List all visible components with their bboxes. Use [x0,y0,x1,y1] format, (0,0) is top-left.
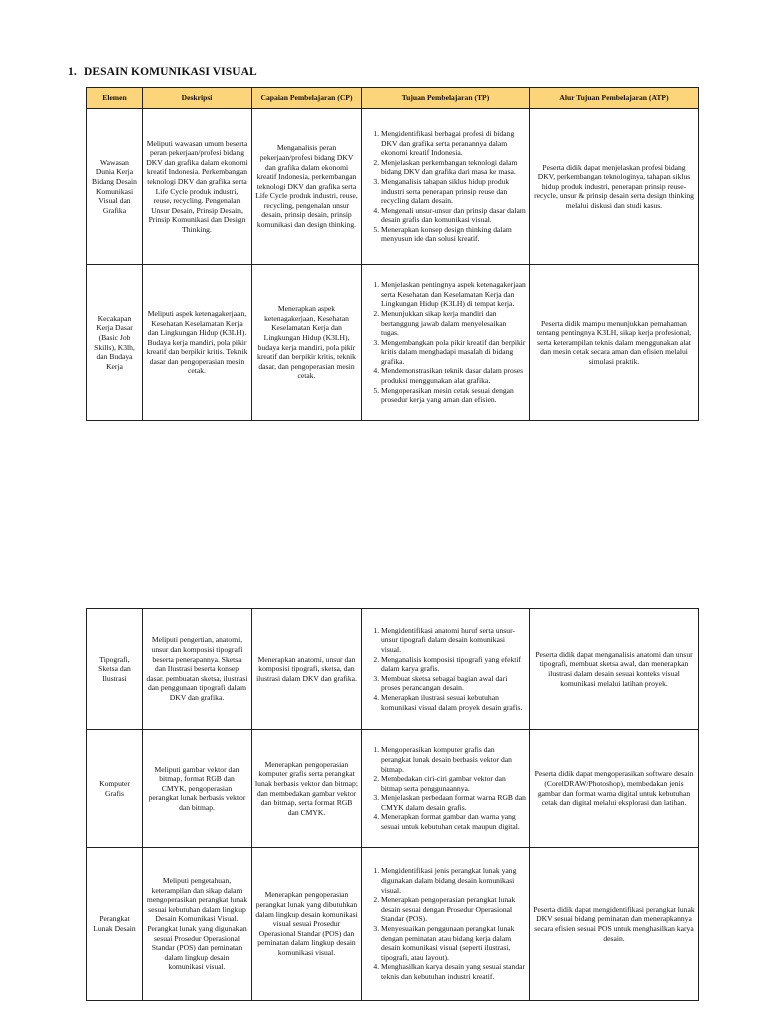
cell-cp: Menganalisis peran pekerjaan/profesi bidang DKV dan grafika dalam ekonomi kreatif Indonesia, perkembangan teknologi DKV dan grafika serta Life Cycle produk industri, reuse, recycling, pengenalan unsur desain, prinsip desain, prinsip komunikasi dan design thinking. [252,109,362,265]
cell-atp: Peserta didik dapat mengidentifikasi perangkat lunak DKV sesuai bidang peminatan dan menerapkannya secara efisien sesuai POS untuk menghasilkan karya desain. [530,848,699,1001]
curriculum-table-continued [86,608,699,1001]
cell-elemen: Wawasan Dunia Kerja Bidang Desain Komunikasi Visual dan Grafika [87,109,143,265]
tp-item: 1. Mengidentifikasi jenis perangkat lunak yang digunakan dalam bidang desain komunikasi visual. [381,866,526,895]
table-header-row [87,88,699,109]
tp-item: 4. Menghasilkan karya desain yang sesuai standar teknis dan kebutuhan industri kreatif. [381,962,526,981]
tp-item: 1. Mengoperasikan komputer grafis dan perangkat lunak desain berbasis vektor dan bitmap. [381,745,526,774]
cell-tp [362,730,530,848]
tp-item: 1. Mengidentifikasi anatomi huruf serta unsur-unsur tipografi dalam desain komunikasi visual. [381,626,526,655]
tp-item: 2. Menerapkan pengoperasian perangkat lunak desain sesuai dengan Prosedur Operasional Standar (POS). [381,895,526,924]
curriculum-table-top [86,87,699,421]
tp-item: 4. Menerapkan ilustrasi sesuai kebutuhan komunikasi visual dalam proyek desain grafis. [381,693,526,712]
tp-list [365,280,526,405]
cell-deskripsi: Meliputi gambar vektor dan bitmap, format RGB dan CMYK, pengoperasian perangkat lunak berbasis vektor dan bitmap. [143,730,252,848]
header-elemen: Elemen [87,88,143,109]
cell-atp: Peserta didik mampu menunjukkan pemahaman tentang pentingnya K3LH, sikap kerja profesional, serta keterampilan teknis dalam menggunakan alat dan mesin cetak secara aman dan efisien melalui simulasi praktik. [530,265,699,421]
cell-elemen: Perangkat Lunak Desain [87,848,143,1001]
header-deskripsi: Deskripsi [143,88,252,109]
tp-item: 3. Menyesuaikan penggunaan perangkat lunak dengan peminatan atau bidang kerja dalam desain komunikasi visual (seperti ilustrasi, tipografi, atau layout). [381,924,526,962]
tp-list [365,129,526,244]
cell-deskripsi: Meliputi wawasan umum beserta peran pekerjaan/profesi bidang DKV dan grafika dalam ekonomi kreatif Indonesia. Perkembangan teknologi DKV dan grafika serta Life Cycle produk industri, reuse, recycling. Pengenalan Unsur Desain, Prinsip Desain, Prinsip Komunikasi dan Design Thinking. [143,109,252,265]
table-row [87,265,699,421]
tp-list [365,866,526,981]
tp-item: 2. Menganalisis komposisi tipografi yang efektif dalam karya grafis. [381,655,526,674]
tp-item: 4. Mendemonstrasikan teknik dasar dalam proses produksi menggunakan alat grafika. [381,366,526,385]
table-row [87,848,699,1001]
cell-tp [362,609,530,730]
cell-atp: Peserta didik dapat mengoperasikan software desain (CorelDRAW/Photoshop), membedakan jenis gambar dan format warna digital untuk kebutuhan cetak dan digital melalui eksplorasi dan latihan. [530,730,699,848]
tp-item: 5. Menerapkan konsep design thinking dalam menyusun ide dan solusi kreatif. [381,225,526,244]
cell-deskripsi: Meliputi aspek ketenagakerjaan, Kesehatan Keselamatan Kerja dan Lingkungan Hidup (K3LH). Budaya kerja mandiri, pola pikir kreatif dan berpikir kritis. Teknik dasar dan pengoperasian mesin cetak. [143,265,252,421]
cell-deskripsi: Meliputi pengertian, anatomi, unsur dan komposisi tipografi beserta penerapannya. Sketsa dan Ilustrasi beserta konsep dasar. pembuatan sketsa, ilustrasi dan penggunaan tipografi dalam DKV dan grafika. [143,609,252,730]
cell-cp: Menerapkan aspek ketenagakerjaan, Kesehatan Keselamatan Kerja dan Lingkungan Hidup (K3LH), budaya kerja mandiri, pola pikir kreatif dan berpikir kritis, teknik dasar, dan pengoperasian mesin cetak. [252,265,362,421]
cell-elemen: Tipografi, Sketsa dan Ilustrasi [87,609,143,730]
tp-item: 3. Menjelaskan perbedaan format warna RGB dan CMYK dalam desain grafis. [381,793,526,812]
section-number: 1. [68,66,77,78]
header-cp: Capaian Pembelajaran (CP) [252,88,362,109]
tp-item: 2. Menunjukkan sikap kerja mandiri dan bertanggung jawab dalam menyelesaikan tugas. [381,309,526,338]
table-row [87,609,699,730]
cell-atp: Peserta didik dapat menganalisis anatomi dan unsur tipografi, membuat sketsa awal, dan menerapkan ilustrasi dalam desain sesuai konteks visual komunikasi melalui latihan proyek. [530,609,699,730]
cell-tp [362,848,530,1001]
tp-item: 1. Mengidentifikasi berbagai profesi di bidang DKV dan grafika serta peranannya dalam ekonomi kreatif Indonesia. [381,129,526,158]
tp-item: 1. Menjelaskan pentingnya aspek ketenagakerjaan serta Kesehatan dan Keselamatan Kerja dan Lingkungan Hidup (K3LH) di tempat kerja. [381,280,526,309]
tp-list [365,626,526,712]
cell-elemen: Kecakapan Kerja Dasar (Basic Job Skills), K3lh, dan Budaya Kerja [87,265,143,421]
cell-cp: Menerapkan pengoperasian komputer grafis serta perangkat lunak berbasis vektor dan bitmap; dan membedakan gambar vektor dan bitmap, serta format RGB dan CMYK. [252,730,362,848]
table-row [87,730,699,848]
cell-atp: Peserta didik dapat menjelaskan profesi bidang DKV, perkembangan teknologinya, tahapan siklus hidup produk industri, penerapan prinsip reuse-recycle, unsur & prinsip desain serta design thinking melalui diskusi dan studi kasus. [530,109,699,265]
header-tp: Tujuan Pembelajaran (TP) [362,88,530,109]
tp-item: 4. Menerapkan format gambar dan warna yang sesuai untuk kebutuhan cetak maupun digital. [381,812,526,831]
cell-cp: Menerapkan anatomi, unsur dan komposisi tipografi, sketsa, dan ilustrasi dalam DKV dan grafika. [252,609,362,730]
tp-item: 3. Membuat sketsa sebagai bagian awal dari proses perancangan desain. [381,674,526,693]
cell-cp: Menerapkan pengoperasian perangkat lunak yang dibutuhkan dalam lingkup desain komunikasi visual sesuai Prosedur Operasional Standar (POS) dan peminatan dalam lingkup desain komunikasi visual. [252,848,362,1001]
cell-deskripsi: Meliputi pengetahuan, keterampilan dan sikap dalam mengoperasikan perangkat lunak sesuai kebutuhan dalam lingkup Desain Komunikasi Visual. Perangkat lunak yang digunakan sesuai Prosedur Operasional Standar (POS) dan peminatan dalam lingkup desain komunikasi visual. [143,848,252,1001]
section-title: DESAIN KOMUNIKASI VISUAL [84,66,257,78]
tp-item: 2. Membedakan ciri-ciri gambar vektor dan bitmap serta penggunaannya. [381,774,526,793]
cell-elemen: Komputer Grafis [87,730,143,848]
tp-item: 2. Menjelaskan perkembangan teknologi dalam bidang DKV dan grafika dari masa ke masa. [381,158,526,177]
tp-item: 5. Mengoperasikan mesin cetak sesuai dengan prosedur kerja yang aman dan efisien. [381,386,526,405]
tp-item: 3. Menganalisis tahapan siklus hidup produk industri serta penerapan prinsip reuse dan recycling dalam desain. [381,177,526,206]
cell-tp [362,109,530,265]
table-row [87,109,699,265]
section-heading [68,66,257,78]
tp-item: 4. Mengenali unsur-unsur dan prinsip dasar dalam desain grafis dan komunikasi visual. [381,206,526,225]
tp-list [365,745,526,831]
cell-tp [362,265,530,421]
header-atp: Alur Tujuan Pembelajaran (ATP) [530,88,699,109]
tp-item: 3. Mengembangkan pola pikir kreatif dan berpikir kritis dalam menghadapi masalah di bidang grafika. [381,338,526,367]
